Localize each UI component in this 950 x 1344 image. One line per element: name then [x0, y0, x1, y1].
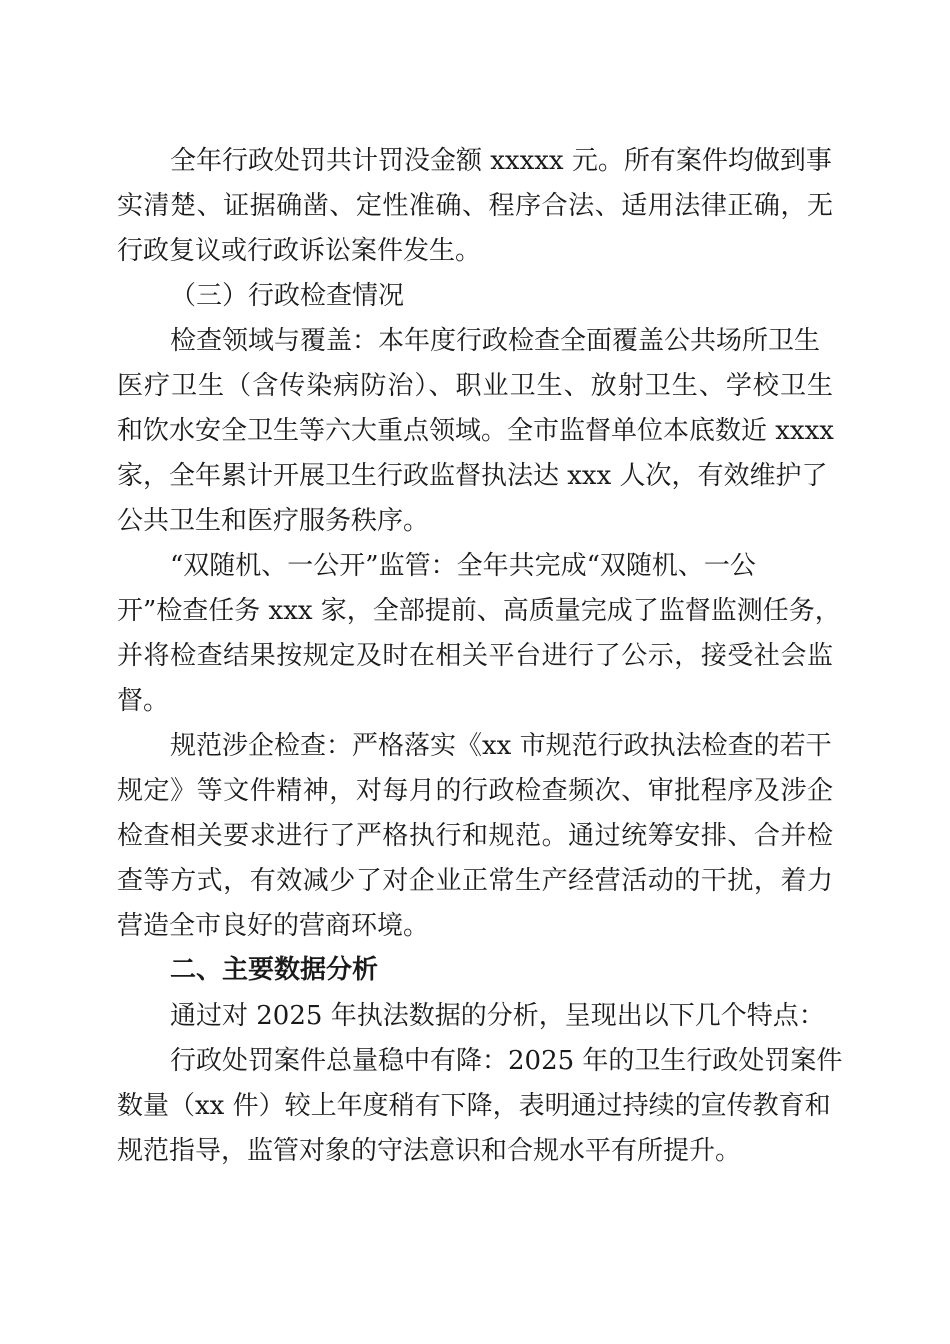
paragraph-coverage-line-2: 医疗卫生（含传染病防治）、职业卫生、放射卫生、学校卫生 [117, 371, 833, 401]
paragraph-enterprise-check-line-2: 规定》等文件精神，对每月的行政检查频次、审批程序及涉企 [117, 776, 833, 806]
paragraph-coverage-line-1: 检查领域与覆盖：本年度行政检查全面覆盖公共场所卫生 [170, 326, 821, 356]
paragraph-enterprise-check-line-4: 查等方式，有效减少了对企业正常生产经营活动的干扰，着力 [117, 866, 833, 896]
paragraph-coverage-line-4: 家，全年累计开展卫生行政监督执法达 xxx 人次，有效维护了 [117, 461, 828, 491]
paragraph-enterprise-check-line-3: 检查相关要求进行了严格执行和规范。通过统筹安排、合并检 [117, 821, 833, 851]
section-heading-data-analysis: 二、主要数据分析 [170, 955, 379, 985]
paragraph-double-random-line-1: “双随机、一公开”监管：全年共完成“双随机、一公 [170, 551, 756, 581]
paragraph-double-random-line-2: 开”检查任务 xxx 家，全部提前、高质量完成了监督监测任务， [117, 596, 841, 626]
paragraph-coverage-line-5: 公共卫生和医疗服务秩序。 [117, 506, 430, 536]
paragraph-enterprise-check-line-5: 营造全市良好的营商环境。 [117, 911, 430, 941]
paragraph-double-random-line-4: 督。 [117, 686, 170, 716]
paragraph-double-random-line-3: 并将检查结果按规定及时在相关平台进行了公示，接受社会监 [117, 641, 833, 671]
paragraph-case-trend-line-1: 行政处罚案件总量稳中有降：2025 年的卫生行政处罚案件 [170, 1046, 843, 1076]
paragraph-penalty-total-line-2: 实清楚、证据确凿、定性准确、程序合法、适用法律正确，无 [117, 191, 833, 221]
paragraph-case-trend-line-3: 规范指导，监管对象的守法意识和合规水平有所提升。 [117, 1136, 742, 1166]
paragraph-penalty-total-line-1: 全年行政处罚共计罚没金额 xxxxx 元。所有案件均做到事 [170, 146, 832, 176]
paragraph-enterprise-check-line-1: 规范涉企检查：严格落实《xx 市规范行政执法检查的若干 [170, 731, 832, 761]
paragraph-case-trend-line-2: 数量（xx 件）较上年度稍有下降，表明通过持续的宣传教育和 [117, 1091, 831, 1121]
paragraph-coverage-line-3: 和饮水安全卫生等六大重点领域。全市监督单位本底数近 xxxx [117, 416, 834, 446]
section-heading-inspection: （三）行政检查情况 [170, 281, 405, 311]
paragraph-penalty-total-line-3: 行政复议或行政诉讼案件发生。 [117, 236, 482, 266]
paragraph-analysis-intro: 通过对 2025 年执法数据的分析，呈现出以下几个特点： [170, 1001, 825, 1031]
